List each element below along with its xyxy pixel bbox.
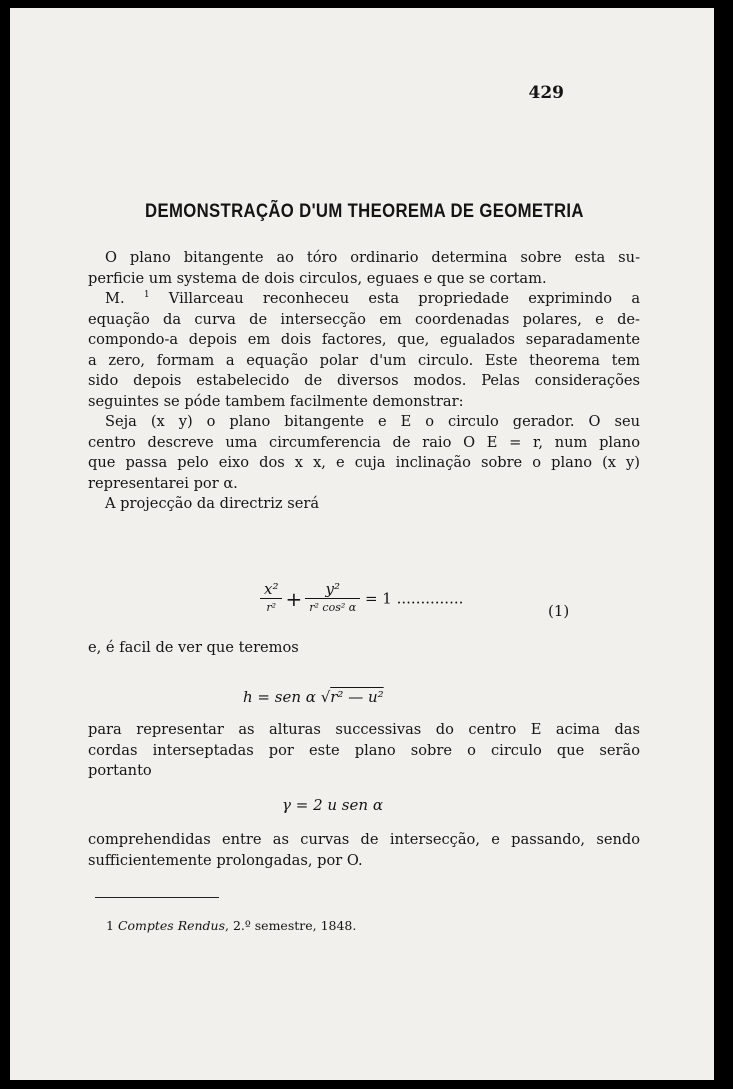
fraction-denominator: r² <box>266 601 277 614</box>
fraction-y <box>305 580 360 617</box>
paragraph-transition <box>88 638 640 659</box>
footnote-text: , 2.º semestre, 1848. <box>225 918 357 933</box>
text-line: a zero, formam a equação polar d'um circulo. Este theorema tem <box>88 351 640 369</box>
text-fragment: Villarceau reconheceu esta propriedade exprimindo a <box>168 290 641 307</box>
text-line <box>88 289 640 310</box>
text-line: cordas interseptadas por este plano sobre o circulo que serão <box>88 741 640 759</box>
text-line: comprehendidas entre as curvas de intersecção, e passando, sendo <box>88 831 640 848</box>
text-prefix: M. <box>105 290 125 307</box>
text-line: portanto <box>88 762 152 779</box>
book-page <box>10 8 724 1080</box>
sqrt-sign: √ <box>320 688 331 706</box>
equation-3: γ = 2 u sen α <box>282 796 383 814</box>
article-title: DEMONSTRAÇÃO D'UM THEOREMA DE GEOMETRIA <box>145 201 584 222</box>
page-number: 429 <box>528 83 564 103</box>
text-line: A projecção da directriz será <box>105 495 320 512</box>
text-line: perficie um systema de dois circulos, eguaes e que se cortam. <box>88 269 547 287</box>
scan-border <box>714 0 733 1089</box>
equation-1 <box>260 580 463 617</box>
text-line: centro descreve uma circumferencia de raio O E = r, num plano <box>88 433 640 451</box>
equation-number: (1) <box>548 602 570 620</box>
paragraph-intro <box>88 248 640 515</box>
equation-2 <box>243 688 384 706</box>
fraction-x <box>260 580 282 617</box>
fraction-numerator: x² <box>260 580 282 599</box>
equation-lhs: h = sen α <box>243 688 316 706</box>
text-line: sido depois estabelecido de diversos modos. Pelas considerações <box>88 372 640 389</box>
footnote-divider <box>95 897 219 898</box>
paragraph-conclusion <box>88 830 640 871</box>
text-line: que passa pelo eixo dos x x, e cuja inclinação sobre o plano (x y) <box>88 454 640 471</box>
text-line: sufficientemente prolongadas, por O. <box>88 851 363 869</box>
fraction-numerator: y² <box>305 580 360 599</box>
text-line: seguintes se póde tambem facilmente demonstrar: <box>88 392 464 410</box>
text-line: e, é facil de ver que teremos <box>88 639 299 656</box>
text-line: equação da curva de intersecção em coordenadas polares, e de- <box>88 310 640 328</box>
footnote-marker: 1 <box>143 290 150 301</box>
text-line: compondo-a depois em dois factores, que, egualados separadamente <box>88 331 640 348</box>
equation-rhs: = 1 .............. <box>364 589 464 608</box>
footnote <box>106 918 356 933</box>
plus-sign: + <box>285 586 303 611</box>
text-line: O plano bitangente ao tóro ordinario determina sobre esta su- <box>105 249 640 266</box>
footnote-number: 1 <box>106 918 114 933</box>
text-line: para representar as alturas successivas do centro E acima das <box>88 721 640 738</box>
text-line: Seja (x y) o plano bitangente e E o circulo gerador. O seu <box>105 413 640 430</box>
footnote-source: Comptes Rendus <box>117 918 226 933</box>
radicand: r² — u² <box>330 688 384 706</box>
fraction-denominator: r² cos² α <box>309 601 357 614</box>
paragraph-heights <box>88 720 640 782</box>
text-line: representarei por α. <box>88 474 238 492</box>
